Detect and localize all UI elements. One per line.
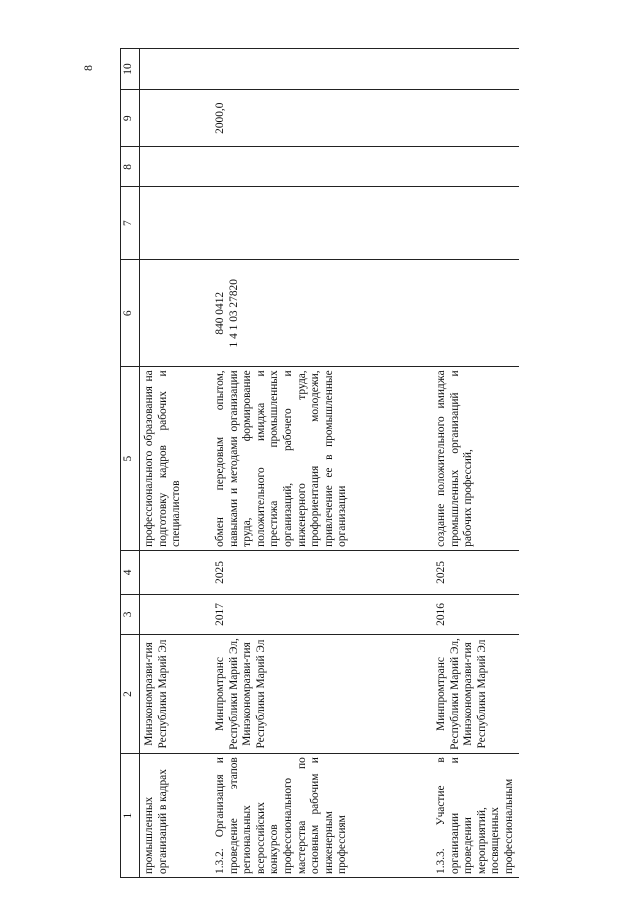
start-year: 2017: [211, 595, 432, 635]
activity-name: 1.3.3. Участие в организации и проведении мероприятий, посвященных профессиональным: [432, 754, 519, 878]
start-year: 2016: [432, 595, 519, 635]
cell-col8: [432, 147, 519, 187]
cell-col9: [140, 89, 212, 146]
header-cell: 7: [121, 187, 140, 260]
cell-col7: [140, 187, 212, 260]
header-cell: 3: [121, 595, 140, 635]
header-cell: 2: [121, 634, 140, 753]
header-cell: 1: [121, 754, 140, 878]
header-cell: 8: [121, 147, 140, 187]
header-cell: 10: [121, 49, 140, 90]
budget-code: [211, 260, 432, 367]
program-table: [120, 48, 519, 878]
cell-col8: [140, 147, 212, 187]
header-cell: 5: [121, 367, 140, 550]
cell-col10: [211, 49, 432, 90]
cell-col8: [211, 147, 432, 187]
responsible-executor: [211, 634, 432, 753]
page-number: 8: [81, 65, 95, 71]
end-year: 2025: [211, 550, 432, 594]
header-cell: 4: [121, 550, 140, 594]
funding-amount: 2000,0: [211, 89, 432, 146]
expected-result: создание положительного имиджа промышленных организаций и рабочих профессий,: [432, 367, 519, 550]
end-year: [140, 550, 212, 594]
table-row: [211, 49, 432, 878]
table-header-row: [121, 49, 140, 878]
header-cell: 6: [121, 260, 140, 367]
budget-code-line: 840 0412: [214, 291, 226, 335]
expected-result: профессионального образования на подготовку кадров рабочих и специалистов: [140, 367, 212, 550]
budget-code: [432, 260, 519, 367]
executor-line: Минпромтранс Республики Марий Эл,: [435, 638, 461, 750]
responsible-executor: [432, 634, 519, 753]
cell-col10: [432, 49, 519, 90]
responsible-executor: Минэкономразви-тия Республики Марий Эл: [140, 634, 212, 753]
activity-name: 1.3.2. Организация и проведение этапов региональных всероссийских конкурсов профессионального мастерства по основным рабочим и инженерным профессиям: [211, 754, 432, 878]
cell-col7: [211, 187, 432, 260]
cell-col7: [432, 187, 519, 260]
cell-col9: [432, 89, 519, 146]
end-year: 2025: [432, 550, 519, 594]
executor-line: Минэкономразви-тия Республики Марий Эл: [462, 639, 488, 749]
activity-name: промышленных организаций в кадрах: [140, 754, 212, 878]
expected-result: обмен передовым опытом, навыками и методами организации труда, формирование положительного имиджа и престижа промышленных организаций, рабочего и инженерного труда, профориентация молодежи, привлечение ее в промышленные организации: [211, 367, 432, 550]
budget-code: [140, 260, 212, 367]
executor-line: Минпромтранс Республики Марий Эл,: [214, 638, 240, 750]
start-year: [140, 595, 212, 635]
budget-code-line: 1 4 1 03 27820: [227, 279, 240, 348]
cell-col10: [140, 49, 212, 90]
header-cell: 9: [121, 89, 140, 146]
table-row: [140, 49, 212, 878]
table-row: [432, 49, 519, 878]
executor-line: Минэкономразви-тия Республики Марий Эл: [241, 639, 267, 749]
rotated-table-wrapper: [120, 48, 522, 878]
